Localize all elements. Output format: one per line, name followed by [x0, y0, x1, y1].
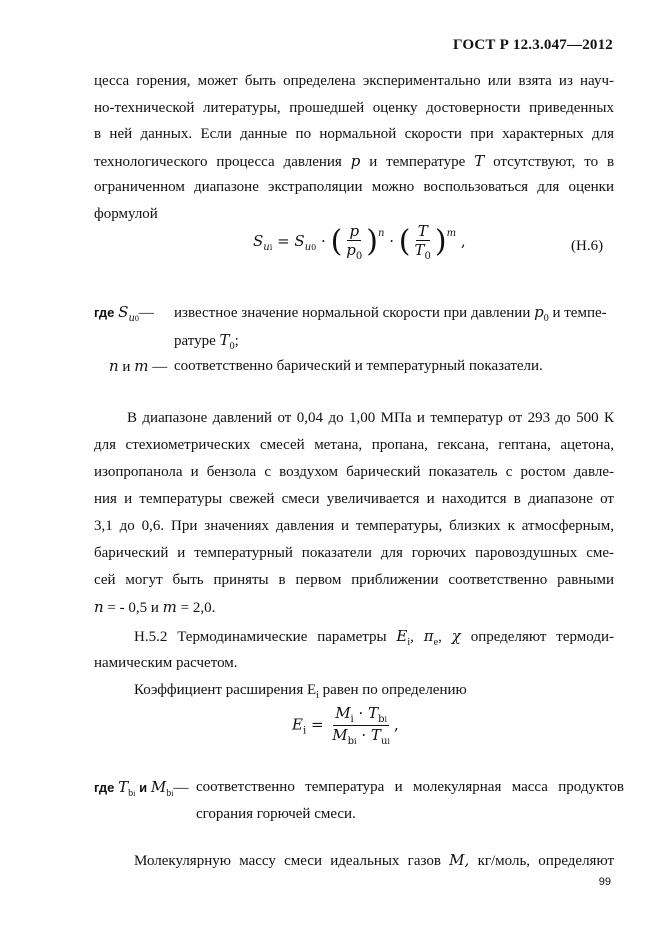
- para3-line1: Н.5.2 Термодинамические параметры $E_i$, $\pi_e$, χ определяют термоди-: [134, 627, 614, 648]
- para2-line7: сей могут быть приняты в первом приближении соответственно равными: [94, 572, 614, 588]
- para1-line2: но-технической литературы, прошедшей оценку достоверности приведенных: [94, 100, 614, 116]
- where1-line3-text: соответственно барический и температурный показатели.: [174, 358, 543, 374]
- para2-line5: 3,1 до 0,6. При значениях давления и температуры, близких к атмосферным,: [94, 518, 614, 534]
- para3-line2: намическим расчетом.: [94, 655, 238, 671]
- para5: Молекулярную массу смеси идеальных газов M, кг/моль, определяют: [134, 851, 615, 869]
- para1-line5: ограниченном диапазоне экстраполяции можно воспользоваться для оценки: [94, 179, 614, 195]
- para1-line4: технологического процесса давления p и температуре T отсутствуют, то в: [94, 152, 615, 170]
- where2-line1: где $T_{bi}$ и $M_{bi}—$: [94, 778, 189, 799]
- where2-definition: соответственно температура и молекулярная масса продуктов: [196, 779, 624, 795]
- para2-line2: для стехиометрических смесей метана, пропана, гексана, гептана, ацетона,: [94, 437, 614, 453]
- equation-h6: $S_{ui} = S_{u0}$ · ( $\frac{p}{p_0}$ )$^n$ · ( $\frac{T}{T_0}$ )$^m$ ,: [253, 222, 466, 262]
- para2-line3: изопропанола и бензола с воздухом барический показатель с ростом давле-: [94, 464, 614, 480]
- para1-line1: цесса горения, может быть определена экспериментально или взята из науч-: [94, 73, 614, 89]
- equation-number: (Н.6): [571, 238, 604, 254]
- document-header: ГОСТ Р 12.3.047—2012: [452, 37, 613, 53]
- para1-line6: формулой: [94, 206, 158, 222]
- para2-line8: n = - 0,5 и m = 2,0.: [94, 598, 216, 616]
- where1-line3: n и m —: [109, 357, 168, 375]
- where1-definition: известное значение нормальной скорости при давлении $p_0$ и темпе-: [174, 303, 607, 324]
- where1-line1: где $S_{u0}—$: [94, 303, 154, 324]
- where2-line2: сгорания горючей смеси.: [196, 806, 356, 822]
- para2-line1: В диапазоне давлений от 0,04 до 1,00 МПа и температур от 293 до 500 К: [127, 410, 614, 426]
- para2-line4: ния и температуры свежей смеси увеличивается и находится в диапазоне от: [94, 491, 614, 507]
- page-number: 99: [598, 876, 611, 888]
- equation-expansion: $E_i$ = $\frac{M_i \cdot T_{bi}}{M_{bi} \cdot T_{ui}}$ ,: [292, 704, 399, 747]
- para4: Коэффициент расширения $E_i$ равен по определению: [134, 682, 467, 701]
- para1-line3: в ней данных. Если данные по нормальной скорости при характерных для: [94, 126, 614, 142]
- para2-line6: барический и температурный показатели для горючих паровоздушных сме-: [94, 545, 614, 561]
- where1-line2: ратуре $T_0$;: [174, 331, 239, 352]
